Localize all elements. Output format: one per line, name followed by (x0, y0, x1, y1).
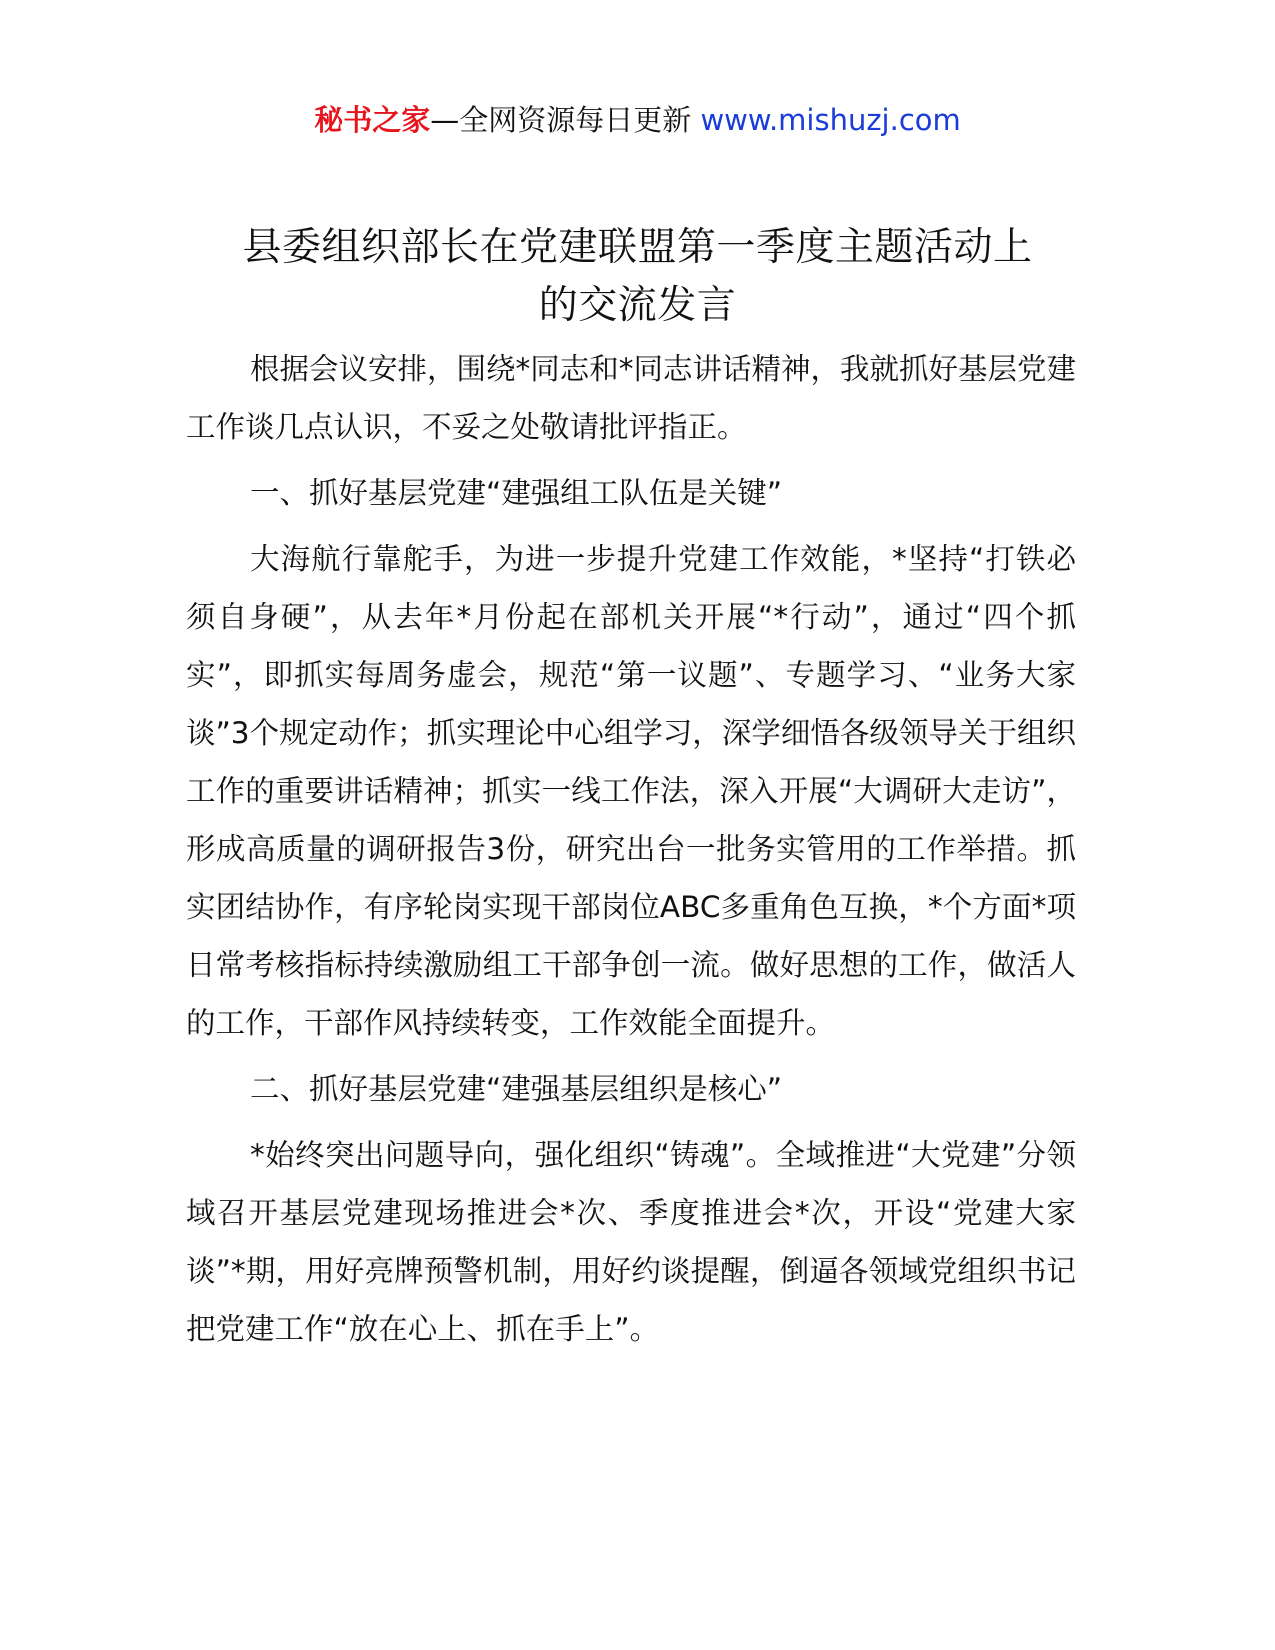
brand-name: 秘书之家 (314, 103, 431, 137)
header-slogan: —全网资源每日更新 (430, 103, 692, 137)
document-title (150, 219, 1125, 335)
intro-paragraph: 根据会议安排，围绕*同志和*同志讲话精神，我就抓好基层党建工作谈几点认识，不妥之处敬请批评指正。 (186, 352, 1077, 444)
website-link[interactable]: www.mishuzj.com (700, 103, 961, 137)
page-header (0, 100, 1275, 140)
title-line-2: 的交流发言 (538, 283, 737, 328)
section-2-heading: 二、抓好基层党建“建强基层组织是核心” (250, 1072, 783, 1106)
document-body (186, 340, 1076, 1366)
section-1-heading: 一、抓好基层党建“建强组工队伍是关键” (250, 476, 783, 510)
section-2-paragraph: *始终突出问题导向，强化组织“铸魂”。全域推进“大党建”分领域召开基层党建现场推进会*次、季度推进会*次，开设“党建大家谈”*期，用好亮牌预警机制，用好约谈提醒，倒逼各领域党组织书记把党建工作“放在心上、抓在手上”。 (186, 1138, 1076, 1346)
title-line-1: 县委组织部长在党建联盟第一季度主题活动上 (242, 225, 1033, 270)
section-1-paragraph: 大海航行靠舵手，为进一步提升党建工作效能，*坚持“打铁必须自身硬”，从去年*月份起在部机关开展“*行动”，通过“四个抓实”，即抓实每周务虚会，规范“第一议题”、专题学习、“业务大家谈”3个规定动作；抓实理论中心组学习，深学细悟各级领导关于组织工作的重要讲话精神；抓实一线工作法，深入开展“大调研大走访”，形成高质量的调研报告3份，研究出台一批务实管用的工作举措。抓实团结协作，有序轮岗实现干部岗位ABC多重角色互换，*个方面*项日常考核指标持续激励组工干部争创一流。做好思想的工作，做活人的工作，干部作风持续转变，工作效能全面提升。 (186, 542, 1076, 1040)
